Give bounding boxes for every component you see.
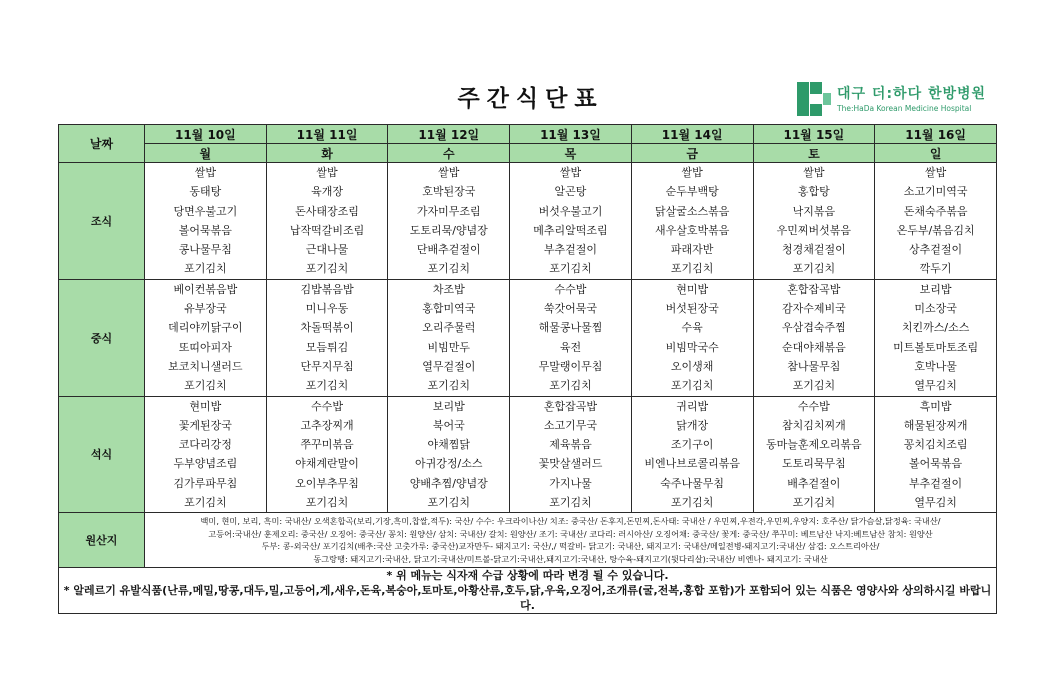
menu-item: 무말랭이무침	[538, 359, 603, 373]
menu-item: 납작떡갈비조림	[289, 223, 365, 237]
menu-item: 포기김치	[549, 262, 592, 276]
menu-item: 돈사태장조림	[295, 204, 359, 218]
menu-item: 깍두기	[919, 262, 952, 276]
logo-name: 대구 더:하다 한방병원	[837, 85, 987, 102]
origin-line: 동그랑땡: 돼지고기:국내산, 닭고기:국내산/미트볼-닭고기:국내산,돼지고기:국내산, 탕수육-돼지고기(뒷다리살):국내산/ 비엔나- 돼지고기: 국내산	[313, 553, 828, 564]
meal-cell	[266, 279, 388, 396]
menu-item: 또띠아피자	[178, 340, 232, 354]
menu-item: 볼어묵볶음	[178, 223, 232, 237]
menu-item: 포기김치	[184, 262, 227, 276]
origin-cell	[145, 513, 997, 568]
meal-label: 조식	[59, 163, 145, 280]
meal-label: 석식	[59, 396, 145, 513]
menu-item: 수수밥	[311, 399, 343, 413]
menu-item: 쌀밥	[924, 166, 947, 179]
meal-cell	[631, 163, 753, 280]
menu-item: 낙지볶음	[792, 204, 836, 218]
date-cell: 11월 13일	[510, 125, 632, 144]
menu-item: 쌀밥	[803, 166, 825, 179]
menu-item: 메추리알떡조림	[533, 223, 608, 237]
menu-item: 파래자반	[670, 243, 714, 257]
menu-item: 아귀강정/소스	[415, 457, 483, 471]
meal-cell	[145, 279, 267, 396]
menu-item: 버섯된장국	[665, 302, 719, 316]
meal-label: 중식	[59, 279, 145, 396]
date-row	[59, 125, 997, 144]
menu-item: 비빔만두	[427, 340, 471, 354]
menu-item: 상추겉절이	[909, 243, 963, 257]
meal-cell	[875, 279, 997, 396]
menu-item: 꽃게된장국	[178, 418, 232, 432]
menu-item: 두부양념조림	[173, 457, 238, 471]
menu-item: 감자수제비국	[781, 302, 846, 316]
menu-item: 단배추겉절이	[416, 243, 481, 257]
menu-item: 미트볼토마토조림	[893, 340, 979, 354]
origin-line: 고등어:국내산/ 훈제오리: 중국산/ 오징어: 중국산/ 꽁치: 원양산/ 삼치: 국내산/ 갈치: 원양산/ 조기: 국내산/ 코다리: 러시아산/ 오징어채: 중국산/ 꽃게: 중국산/ 쭈꾸미: 베트남산 낙지:베트남산 참치: 원양산	[208, 528, 933, 539]
meal-cell	[145, 396, 267, 513]
menu-table	[58, 124, 997, 614]
menu-item: 미소장국	[914, 302, 957, 316]
menu-item: 부추겉절이	[543, 243, 598, 257]
date-cell: 11월 15일	[753, 125, 875, 144]
menu-item: 조기구이	[670, 438, 714, 452]
meal-cell	[631, 396, 753, 513]
menu-item: 순두부백탕	[665, 185, 719, 199]
meal-cell	[266, 163, 388, 280]
menu-item: 귀리밥	[676, 399, 709, 413]
menu-item: 숙주나물무침	[660, 476, 725, 490]
date-cell: 11월 10일	[145, 125, 267, 144]
logo-mark-icon	[797, 82, 831, 116]
menu-item: 야채계란말이	[295, 457, 359, 471]
menu-item: 볼어묵볶음	[909, 457, 963, 471]
menu-item: 미니우동	[305, 302, 349, 316]
menu-item: 차돌떡볶이	[300, 321, 354, 335]
menu-item: 새우살호박볶음	[654, 223, 730, 237]
menu-item: 오이생채	[670, 359, 714, 373]
menu-item: 포기김치	[549, 379, 592, 393]
menu-item: 포기김치	[670, 379, 714, 393]
date-cell: 11월 16일	[875, 125, 997, 144]
menu-item: 포기김치	[792, 379, 836, 393]
menu-item: 열무김치	[914, 496, 957, 510]
date-cell: 11월 12일	[388, 125, 510, 144]
menu-item: 육전	[559, 340, 582, 354]
origin-row	[59, 513, 997, 568]
note-line: * 알레르기 유발식품(난류,메밀,땅콩,대두,밀,고등어,게,새우,돈육,복숭아,토마토,아황산류,호두,닭,우육,오징어,조개류(굴,전복,홍합 포함)가 포함되어 있는 식품은 영양사와 상의하시길 바랍니다.	[63, 584, 992, 613]
menu-item: 유부장국	[184, 302, 227, 316]
menu-item: 베이컨볶음밥	[173, 282, 238, 296]
menu-item: 수수밥	[797, 399, 830, 413]
menu-item: 돈채숙주볶음	[903, 204, 968, 218]
menu-item: 가지나물	[549, 476, 592, 490]
meal-cell	[266, 396, 388, 513]
menu-item: 청경채겉절이	[781, 243, 846, 257]
menu-item: 포기김치	[427, 496, 471, 510]
menu-item: 수육	[681, 321, 703, 335]
weekday-cell: 토	[753, 144, 875, 163]
menu-item: 포기김치	[427, 262, 471, 276]
menu-item: 배추겉절이	[787, 476, 841, 490]
menu-item: 북어국	[432, 418, 465, 432]
menu-item: 데리야끼닭구이	[168, 321, 243, 335]
menu-item: 해물된장찌개	[903, 418, 968, 432]
menu-item: 홍합탕	[797, 185, 830, 199]
menu-item: 포기김치	[184, 379, 227, 393]
meal-cell	[753, 396, 875, 513]
menu-item: 육개장	[311, 185, 343, 199]
notes-row	[59, 568, 997, 614]
menu-item: 포기김치	[184, 496, 227, 510]
menu-item: 비엔나브로콜리볶음	[644, 457, 740, 471]
weekday-row	[59, 144, 997, 163]
logo-subtitle: The:HaDa Korean Medicine Hospital	[837, 103, 972, 113]
meal-cell	[145, 163, 267, 280]
menu-item: 동마늘훈제오리볶음	[766, 438, 862, 452]
menu-item: 혼합잡곡밥	[543, 399, 598, 413]
menu-item: 쌀밥	[194, 166, 216, 179]
menu-item: 도토리묵/양념장	[409, 223, 488, 237]
menu-item: 포기김치	[427, 379, 471, 393]
menu-item: 포기김치	[670, 262, 714, 276]
menu-item: 포기김치	[549, 496, 592, 510]
menu-item: 쭈꾸미볶음	[300, 438, 354, 452]
hospital-logo	[797, 82, 986, 116]
menu-item: 우민찌버섯볶음	[776, 223, 852, 237]
weekday-cell: 금	[631, 144, 753, 163]
menu-item: 쌀밥	[681, 166, 703, 179]
menu-item: 보코치니샐러드	[168, 359, 243, 373]
menu-item: 혼합잡곡밥	[787, 282, 841, 296]
menu-item: 온두부/볶음김치	[896, 223, 975, 237]
menu-item: 수수밥	[554, 282, 587, 296]
menu-item: 호박된장국	[422, 185, 476, 199]
menu-item: 모듬튀김	[305, 340, 349, 354]
meal-cell	[631, 279, 753, 396]
menu-item: 고추장찌개	[300, 418, 354, 432]
weekday-cell: 일	[875, 144, 997, 163]
menu-item: 소고기무국	[543, 418, 598, 432]
origin-label: 원산지	[59, 513, 145, 568]
menu-item: 김밥볶음밥	[300, 282, 354, 296]
meal-cell	[510, 163, 632, 280]
menu-item: 포기김치	[670, 496, 714, 510]
menu-item: 포기김치	[792, 262, 836, 276]
meal-cell	[753, 163, 875, 280]
menu-item: 쌀밥	[438, 166, 460, 179]
menu-item: 야채찜닭	[427, 438, 471, 452]
weekday-cell: 수	[388, 144, 510, 163]
menu-item: 가자미무조림	[416, 204, 481, 218]
date-cell: 11월 14일	[631, 125, 753, 144]
origin-line: 두부: 콩-외국산/ 포기김치(배추:국산 고춧가루: 중국산)교자만두- 돼지고기: 국산/,/ 떡갈비- 닭고기: 국내산, 돼지고기: 국내산/메일전병-돼지고기:국내산/ 삼겹: 오스트리아산/	[261, 541, 880, 552]
menu-item: 차조밥	[432, 282, 465, 296]
menu-item: 우삼겹숙주찜	[781, 321, 846, 335]
meal-row	[59, 163, 997, 280]
menu-item: 치킨까스/소스	[901, 321, 970, 335]
menu-item: 닭개장	[676, 418, 709, 432]
weekday-cell: 목	[510, 144, 632, 163]
menu-item: 알곤탕	[554, 185, 587, 199]
origin-line: 백미, 현미, 보리, 흑미: 국내산/ 오색혼합곡(보리,기장,흑미,찹쌀,적두): 국산/ 수수: 우크라이나산/ 치조: 중국산/ 돈후지,돈민찌,돈사태: 국내산 / 우민찌,우전각,우민찌,우양지: 호주산/ 닭가슴살,닭정육: 국내산/	[200, 516, 941, 527]
date-cell: 11월 11일	[266, 125, 388, 144]
menu-item: 해물콩나물찜	[538, 321, 603, 335]
menu-item: 제육볶음	[549, 438, 592, 452]
meal-cell	[388, 163, 510, 280]
meal-cell	[875, 163, 997, 280]
menu-item: 양배추찜/양념장	[409, 476, 488, 490]
meal-row	[59, 279, 997, 396]
menu-item: 참치김치찌개	[781, 418, 846, 432]
menu-item: 소고기미역국	[903, 185, 968, 199]
menu-item: 부추겉절이	[909, 476, 963, 490]
meal-cell	[510, 396, 632, 513]
weekday-cell: 월	[145, 144, 267, 163]
meal-cell	[753, 279, 875, 396]
meal-row	[59, 396, 997, 513]
menu-item: 닭살굴소스볶음	[654, 204, 730, 218]
notes-cell	[59, 568, 997, 614]
menu-item: 쑥갓어묵국	[543, 302, 598, 316]
menu-item: 도토리묵무침	[781, 457, 846, 471]
menu-item: 흑미밥	[919, 399, 952, 413]
menu-item: 당면우불고기	[173, 204, 238, 218]
menu-item: 근대나물	[305, 243, 349, 257]
date-label: 날짜	[59, 125, 145, 163]
menu-item: 현미밥	[676, 282, 709, 296]
menu-item: 단무지무침	[300, 359, 354, 373]
menu-item: 코다리강정	[178, 438, 232, 452]
menu-item: 버섯우불고기	[538, 204, 603, 218]
menu-item: 포기김치	[305, 262, 349, 276]
note-line: * 위 메뉴는 식자재 수급 상황에 따라 변경 될 수 있습니다.	[386, 569, 669, 583]
menu-item: 오이부추무침	[295, 476, 359, 490]
page-title: 주간식단표	[457, 86, 604, 112]
menu-item: 김가루파무침	[173, 476, 238, 490]
menu-item: 참나물무침	[787, 359, 841, 373]
menu-item: 포기김치	[305, 496, 349, 510]
menu-item: 홍합미역국	[422, 302, 476, 316]
meal-cell	[388, 279, 510, 396]
menu-item: 호박나물	[914, 359, 957, 373]
menu-item: 포기김치	[792, 496, 836, 510]
menu-item: 비빔막국수	[665, 340, 719, 354]
menu-item: 오리주물럭	[422, 321, 476, 335]
menu-item: 현미밥	[189, 399, 222, 413]
meal-cell	[510, 279, 632, 396]
menu-item: 포기김치	[305, 379, 349, 393]
menu-item: 콩나물무침	[178, 243, 232, 257]
menu-item: 쌀밥	[316, 166, 338, 179]
menu-item: 열무김치	[914, 379, 957, 393]
menu-item: 쌀밥	[559, 166, 582, 179]
menu-item: 순대야채볶음	[781, 340, 846, 354]
menu-item: 꽃맛살샐러드	[538, 457, 603, 471]
menu-item: 열무겉절이	[422, 359, 476, 373]
menu-item: 보리밥	[919, 282, 952, 296]
menu-item: 동태탕	[189, 185, 222, 199]
menu-item: 보리밥	[432, 399, 465, 413]
meal-cell	[388, 396, 510, 513]
weekday-cell: 화	[266, 144, 388, 163]
meal-cell	[875, 396, 997, 513]
menu-item: 꽁치김치조림	[903, 438, 968, 452]
